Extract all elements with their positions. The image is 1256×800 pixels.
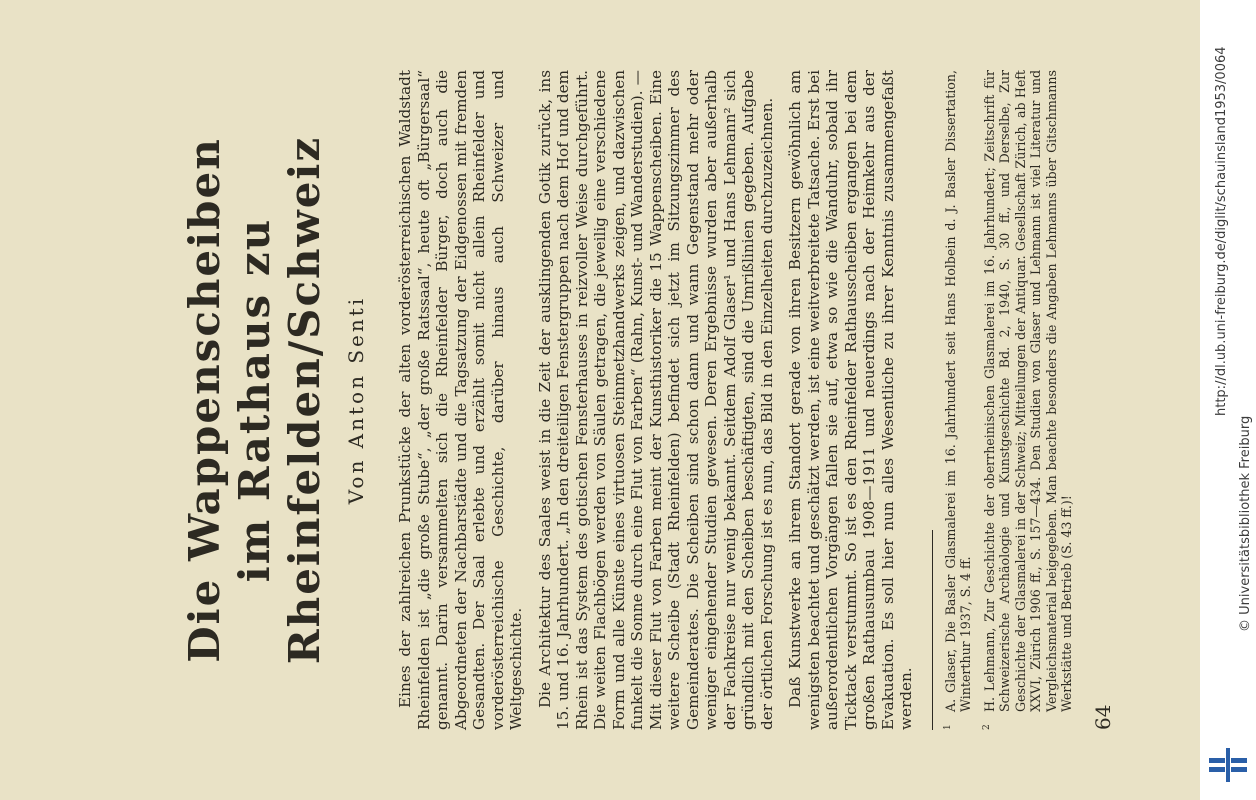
ub-freiburg-logo-icon xyxy=(1205,748,1251,782)
author-byline: Von Anton Senti xyxy=(344,295,368,505)
permalink-url[interactable]: http://dl.ub.uni-freiburg.de/diglit/schauinsland1953/0064 xyxy=(1214,46,1229,416)
footnote-2 xyxy=(982,70,1075,730)
paragraph-1: Eines der zahlreichen Prunkstücke der alten vorderösterreichischen Waldstadt Rheinfelden ist „die große Stube“, „der große Ratssaal“, heute oft „Bürgersaal“ genannt. Darin versammelten sich die Rheinfelder Bürger, doch auch die Abgeordneten der Nachbarstädte und die Tagsatzung der Eidgenossen mit fremden Gesandten. Der Saal erlebte und erzählt somit nicht allein Rheinfelder und vorderösterreichische Geschichte, darüber hinaus auch Schweizer und Weltgeschichte. xyxy=(396,70,525,730)
footnote-divider xyxy=(932,530,933,730)
paragraph-3: Daß Kunstwerke an ihrem Standort gerade von ihren Besitzern gewöhnlich am wenigsten beachtet und geschätzt werden, ist eine weitverbreitete Tatsache. Erst bei außerordentlichen Vorgängen fallen sie auf, etwa so wie die Wanduhr, sobald ihr Ticktack verstummt. So ist es den Rheinfelder Rathausscheiben ergangen bei dem großen Rathausumbau 1908—1911 und neuerdings nach der Heimkehr aus der Evakuation. Es soll hier nun alles Wesentliche zu ihrer Kenntnis zusammengefaßt werden. xyxy=(786,70,915,730)
footnote-number: 2 xyxy=(981,724,992,730)
title-line-1: Die Wappenscheiben xyxy=(180,137,229,663)
page-number: 64 xyxy=(1090,704,1115,730)
footnote-number: 1 xyxy=(942,724,953,730)
title-line-2: im Rathaus zu Rheinfelden/Schweiz xyxy=(230,135,329,665)
copyright-notice: © Universitätsbibliothek Freiburg xyxy=(1238,415,1253,632)
footnote-text: A. Glaser, Die Basler Glasmalerei im 16. Jahrhundert seit Hans Holbein d. J. Basler Dissertation, Winterthur 1937, S. 4 ff. xyxy=(942,70,973,712)
paragraph-2: Die Architektur des Saales weist in die Zeit der ausklingenden Gotik zurück, ins 15. und 16. Jahrhundert. „In den dreiteiligen Fenstergruppen nach dem Hof und dem Rhein ist das System des gotischen Fensterhauses in reizvoller Weise durchgeführt. Die weiten Flachbögen werden von Säulen getragen, die jeweilig eine verschiedene Form und alle Künste eines virtuosen Steinmetzhandwerks zeigen, und dazwischen funkelt die Sonne durch eine Flut von Farben“ (Rahn, Kunst- und Wanderstudien). — Mit dieser Flut von Farben meint der Kunsthistoriker die 15 Wappenscheiben. Eine weitere Scheibe (Stadt Rheinfelden) befindet sich jetzt im Sitzungszimmer des Gemeinderates. Die Scheiben sind schon dann und wann Gegenstand mehr oder weniger eingehender Studien gewesen. Deren Ergebnisse wurden aber außerhalb der Fachkreise nur wenig bekannt. Seitdem Adolf Glaser¹ und Hans Lehmann² sich gründlich mit den Scheiben beschäftigten, sind die Umrißlinien gegeben. Aufgabe der örtlichen Forschung ist es nun, das Bild in den Einzelheiten durchzuzeichnen. xyxy=(535,70,776,730)
footnote-1 xyxy=(943,70,974,730)
footnote-text: H. Lehmann, Zur Geschichte der oberrheinischen Glasmalerei im 16. Jahrhundert; Zeitschrift für Schweizerische Archäologie und Kunstgeschichte Bd. 2, 1940, S. 30 ff., und Derselbe, Zur Geschichte der Glasmalerei in der Schweiz; Mitteilungen der Antiquar. Gesellschaft Zürich, ab Heft XXVI, Zürich 1906 ff., S. 157—434. Den Studien von Glaser und Lehmann ist viel Literatur und Vergleichsmaterial beigegeben. Man beachte besonders die Angaben Lehmanns über Gitschmanns Werkstätte und Betrieb (S. 43 ff.)! xyxy=(981,70,1074,712)
